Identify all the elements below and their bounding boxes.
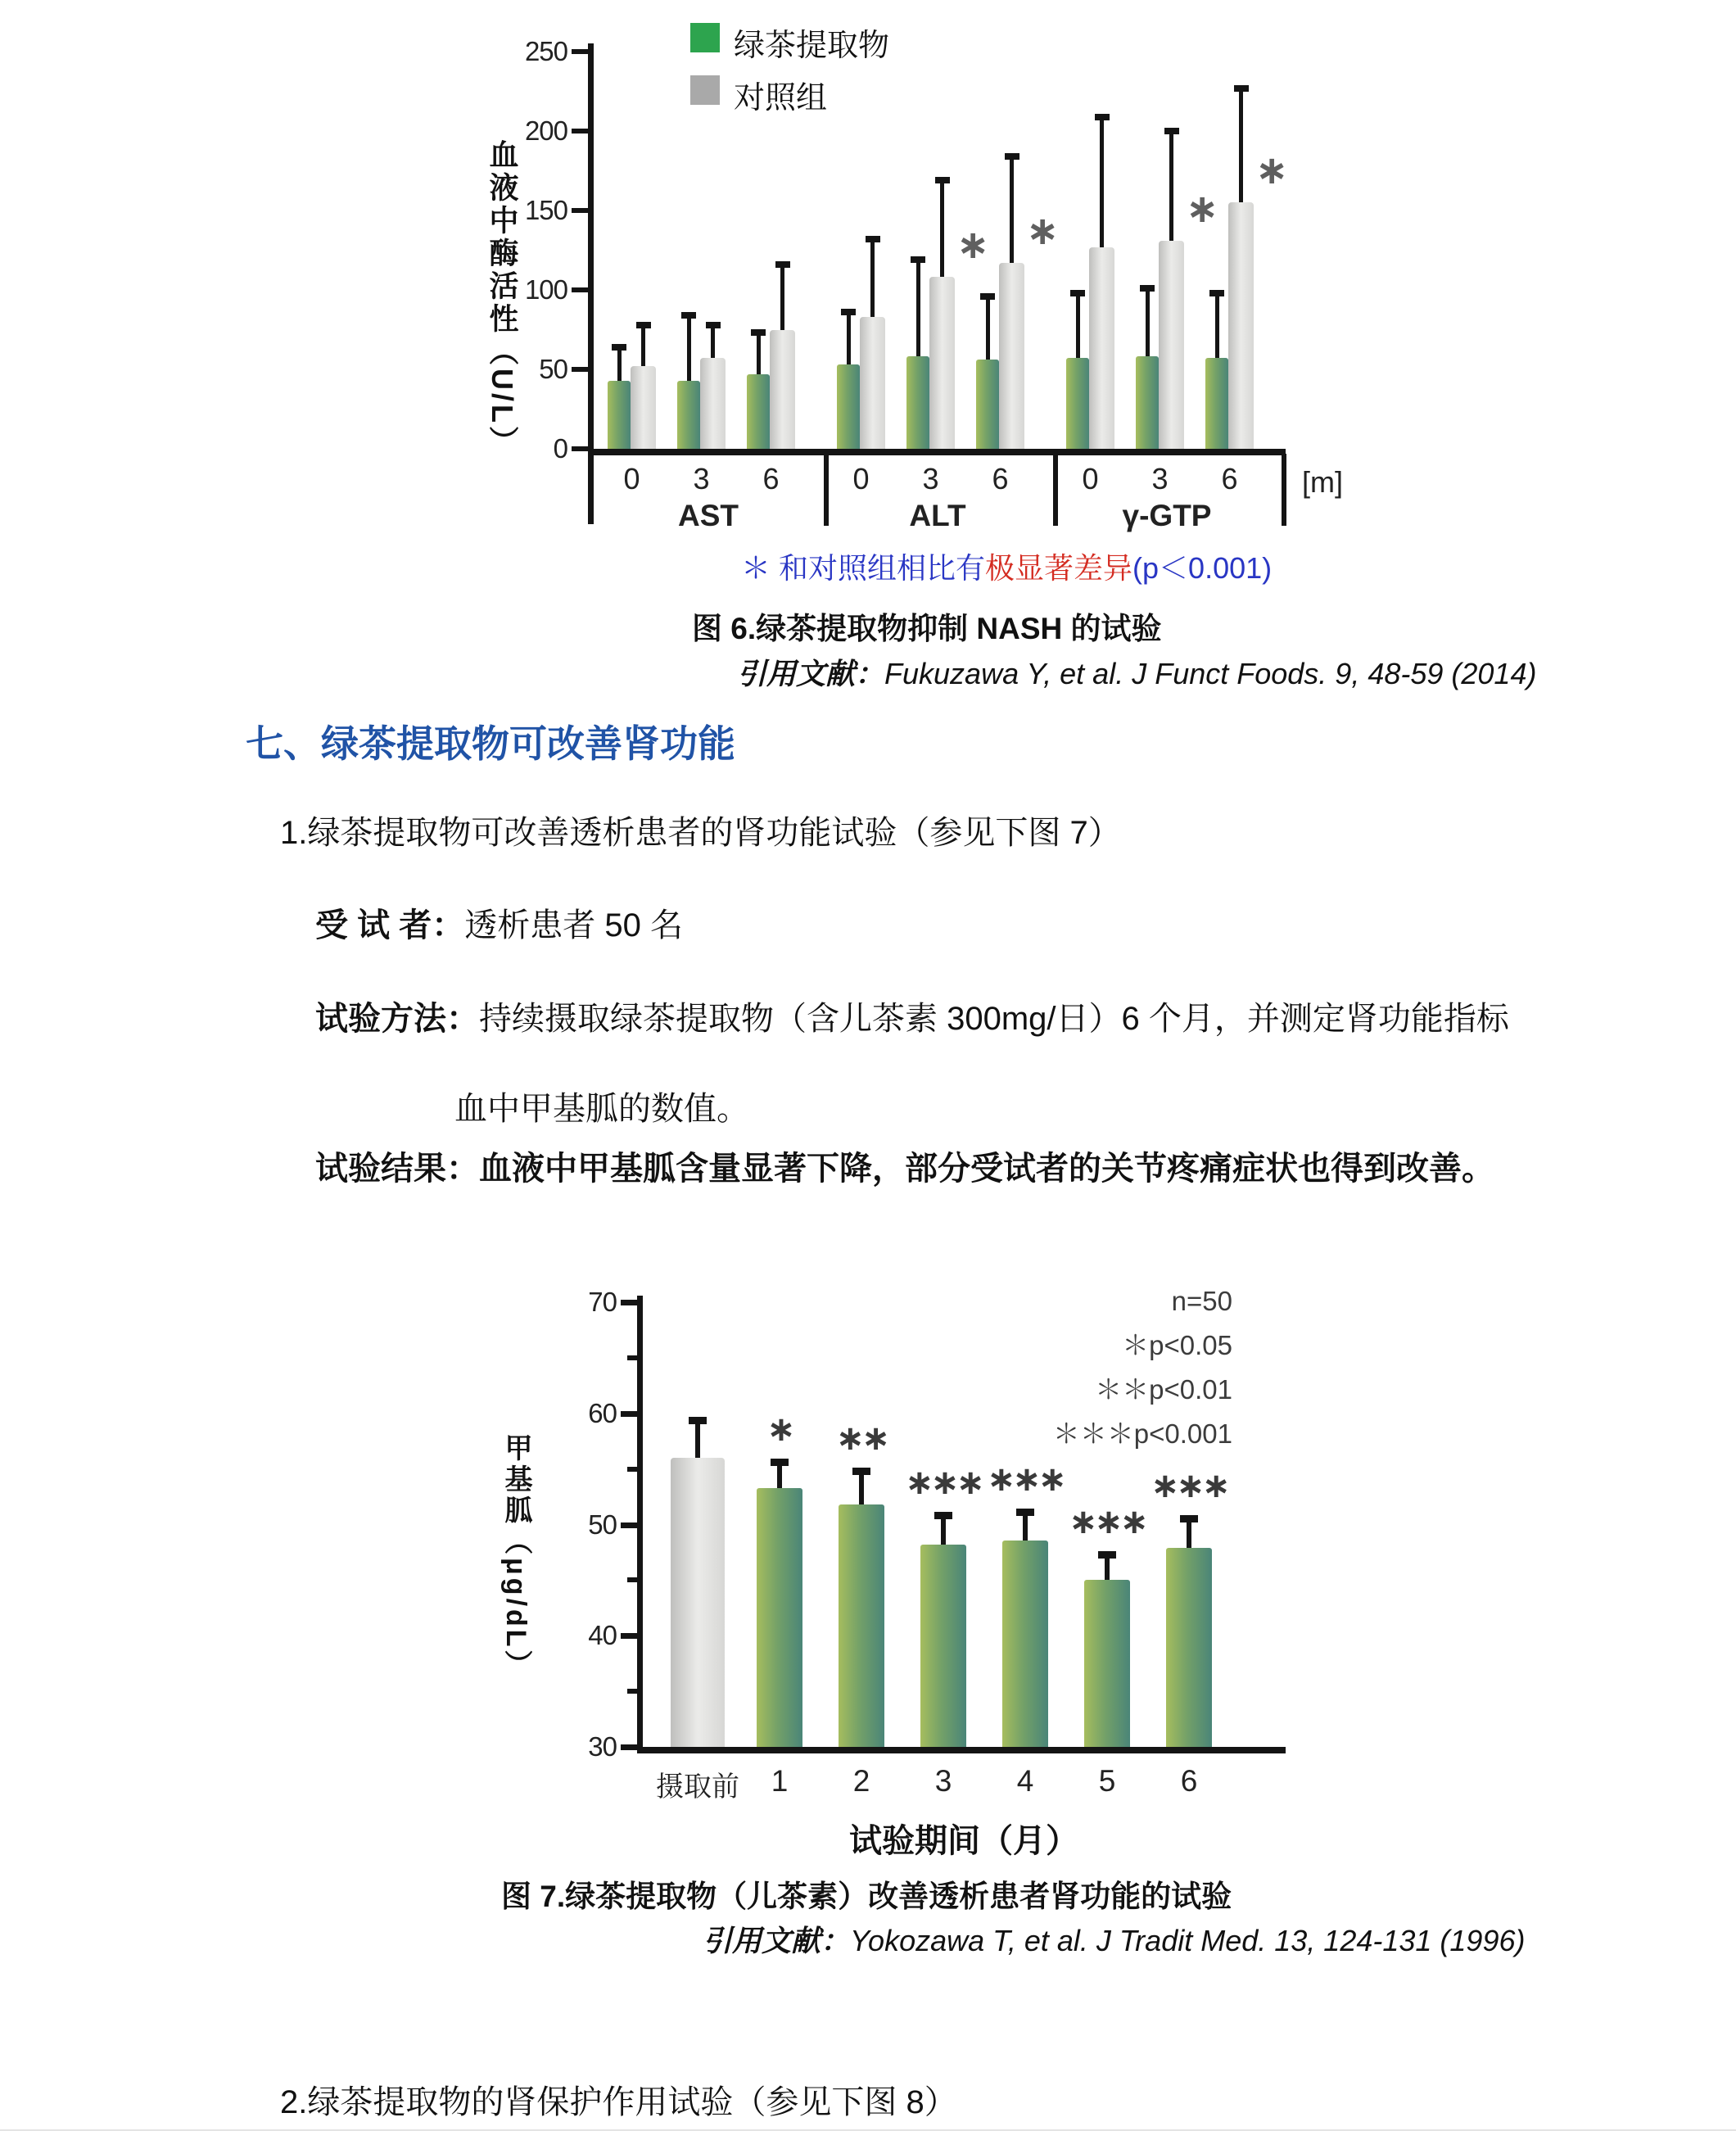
figure6-footnote xyxy=(741,545,1272,587)
error-bar-cap xyxy=(636,322,651,328)
error-bar xyxy=(1239,87,1243,215)
error-bar-cap xyxy=(1164,128,1179,134)
x-tick-label: 3 xyxy=(934,1764,952,1798)
citation-text: Fukuzawa Y, et al. J Funct Foods. 9, 48-59 (2014) xyxy=(884,657,1537,690)
annotation-3: ＊＊＊p<0.001 xyxy=(1052,1418,1232,1449)
y-tick-label: 100 xyxy=(524,274,567,305)
x-axis-title: 试验期间（月） xyxy=(849,1823,1078,1859)
x-group-label: AST xyxy=(678,499,739,532)
y-tick xyxy=(621,1633,637,1639)
legend-label: 绿茶提取物 xyxy=(734,29,890,63)
y-tick-label: 250 xyxy=(524,36,567,66)
figure6-chart xyxy=(459,16,1392,565)
y-tick xyxy=(572,287,588,292)
annotation-2: ＊＊p<0.01 xyxy=(1095,1374,1232,1405)
subjects-line xyxy=(315,899,683,946)
significance-marker: ∗ xyxy=(1255,149,1289,193)
y-axis-title: 血液中酶活性（U/L） xyxy=(486,139,519,459)
bar-对照组-γ-GTP-0 xyxy=(1089,247,1114,449)
error-bar-cap xyxy=(751,329,766,336)
error-bar-cap xyxy=(1016,1509,1034,1516)
group-separator xyxy=(1053,454,1058,526)
bar-4 xyxy=(1002,1541,1048,1747)
error-bar-cap xyxy=(1234,85,1249,92)
y-axis-line xyxy=(637,1296,643,1750)
x-tick-label: 3 xyxy=(693,462,710,495)
error-bar-cap xyxy=(935,177,950,183)
group-separator xyxy=(824,454,829,526)
figure7-caption: 图 7.绿茶提取物（儿茶素）改善透析患者肾功能的试验 xyxy=(501,1880,1232,1913)
error-bar-cap xyxy=(866,236,880,242)
error-bar-cap xyxy=(911,256,925,263)
significance-marker: ∗∗∗ xyxy=(905,1463,982,1502)
y-minor-tick xyxy=(627,1355,637,1360)
bar-绿茶提取物-AST-0 xyxy=(608,381,631,449)
method-line-2: 血中甲基胍的数值。 xyxy=(454,1091,749,1127)
y-tick xyxy=(572,446,588,451)
method-line xyxy=(315,993,1509,1039)
bar-1 xyxy=(757,1488,802,1747)
significance-marker: ∗∗∗ xyxy=(1151,1466,1227,1505)
figure7-chart xyxy=(459,1278,1359,1867)
error-bar xyxy=(916,258,920,368)
error-bar xyxy=(1010,155,1014,274)
method-label: 试验方法： xyxy=(315,1001,479,1037)
x-tick-label: 6 xyxy=(1180,1764,1198,1798)
error-bar-cap xyxy=(706,322,721,328)
bar-绿茶提取物-AST-3 xyxy=(677,381,700,449)
y-tick xyxy=(572,49,588,54)
y-tick-label: 30 xyxy=(588,1731,617,1762)
error-bar-cap xyxy=(1070,290,1085,296)
error-bar xyxy=(870,238,875,328)
result-line xyxy=(315,1142,1494,1189)
x-tick-label: 3 xyxy=(1151,462,1169,495)
y-tick-label: 70 xyxy=(588,1287,617,1317)
significance-star: ＊ xyxy=(741,551,780,585)
x-axis-line xyxy=(637,1747,1286,1753)
x-tick-label: 6 xyxy=(1221,462,1238,495)
y-tick xyxy=(621,1300,637,1305)
figure6-caption: 图 6.绿茶提取物抑制 NASH 的试验 xyxy=(692,612,1162,645)
subjects-value: 透析患者 50 名 xyxy=(464,907,683,943)
bar-6 xyxy=(1166,1548,1212,1747)
section-heading: 七、绿茶提取物可改善肾功能 xyxy=(246,722,735,765)
result-value: 血液中甲基胍含量显著下降，部分受试者的关节疼痛症状也得到改善。 xyxy=(479,1151,1494,1187)
bar-对照组-AST-3 xyxy=(700,358,726,449)
y-tick-label: 60 xyxy=(588,1397,617,1428)
y-tick xyxy=(572,367,588,372)
y-tick-label: 50 xyxy=(588,1509,617,1540)
y-tick-label: 0 xyxy=(553,433,567,464)
error-bar-cap xyxy=(771,1459,789,1466)
bar-3 xyxy=(920,1545,966,1747)
significance-marker: ∗ xyxy=(1026,210,1060,254)
significance-marker: ∗∗∗ xyxy=(1069,1501,1146,1541)
error-bar-cap xyxy=(1209,290,1224,296)
error-bar-cap xyxy=(1140,285,1155,292)
y-minor-tick xyxy=(627,1689,637,1694)
bar-5 xyxy=(1084,1580,1130,1747)
error-bar xyxy=(1169,129,1173,252)
x-axis-line xyxy=(588,449,1286,455)
error-bar xyxy=(940,179,944,288)
footnote-prefix: 和对照组相比有 xyxy=(779,551,986,585)
error-bar-cap xyxy=(1005,153,1019,160)
significance-marker: ∗∗ xyxy=(835,1418,888,1457)
bar-绿茶提取物-ALT-0 xyxy=(837,364,860,449)
x-tick-label: 0 xyxy=(852,462,870,495)
y-tick-label: 200 xyxy=(524,115,567,146)
x-tick-label: 1 xyxy=(771,1764,789,1798)
error-bar-cap xyxy=(1180,1515,1198,1522)
bar-绿茶提取物-γ-GTP-6 xyxy=(1205,358,1228,449)
significance-marker: ∗ xyxy=(956,224,990,268)
error-bar xyxy=(1100,115,1104,259)
x-tick-label: 4 xyxy=(1016,1764,1034,1798)
footnote-highlight: 极显著差异 xyxy=(985,551,1133,585)
x-group-label: γ-GTP xyxy=(1122,499,1212,532)
x-tick-label: 0 xyxy=(1082,462,1099,495)
y-tick xyxy=(572,129,588,133)
x-tick-label: 0 xyxy=(623,462,640,495)
bar-摄取前 xyxy=(671,1458,725,1747)
y-tick-label: 40 xyxy=(588,1620,617,1651)
y-minor-tick xyxy=(627,1467,637,1472)
error-bar-cap xyxy=(612,344,626,351)
error-bar-cap xyxy=(681,312,696,319)
citation-text: Yokozawa T, et al. J Tradit Med. 13, 124-131 (1996) xyxy=(850,1924,1526,1957)
x-tick-label: 6 xyxy=(762,462,780,495)
significance-marker: ∗∗∗ xyxy=(987,1459,1064,1499)
annotation-0: n=50 xyxy=(1171,1286,1232,1316)
error-bar-cap xyxy=(852,1468,870,1475)
bar-对照组-AST-0 xyxy=(631,366,656,449)
error-bar-cap xyxy=(980,293,995,300)
x-tick-label: 6 xyxy=(992,462,1009,495)
error-bar-cap xyxy=(934,1512,952,1519)
result-label: 试验结果： xyxy=(315,1151,479,1187)
bar-对照组-γ-GTP-6 xyxy=(1228,202,1254,449)
legend-label: 对照组 xyxy=(734,81,828,115)
citation-label: 引用文献： xyxy=(703,1924,851,1957)
y-tick-label: 50 xyxy=(539,354,567,384)
annotation-1: ＊p<0.05 xyxy=(1122,1330,1232,1360)
bar-对照组-ALT-0 xyxy=(860,317,885,449)
x-tick-label: 摄取前 xyxy=(656,1771,739,1803)
figure6-citation xyxy=(737,651,1536,693)
y-minor-tick xyxy=(627,1577,637,1582)
y-tick xyxy=(621,1522,637,1528)
error-bar-cap xyxy=(1095,114,1110,120)
x-tick-label: 2 xyxy=(852,1764,870,1798)
bar-对照组-γ-GTP-3 xyxy=(1159,241,1184,449)
bar-对照组-ALT-3 xyxy=(929,277,955,449)
significance-marker: ∗ xyxy=(1186,187,1219,231)
bar-绿茶提取物-γ-GTP-3 xyxy=(1136,356,1159,449)
citation-label: 引用文献： xyxy=(737,657,885,690)
error-bar-cap xyxy=(775,261,790,268)
bar-绿茶提取物-γ-GTP-0 xyxy=(1066,358,1089,449)
x-group-label: ALT xyxy=(909,499,966,532)
legend-swatch-gray xyxy=(690,75,720,105)
error-bar-cap xyxy=(1098,1551,1116,1559)
group-separator xyxy=(1282,454,1286,526)
x-unit-label: [m] xyxy=(1302,465,1343,499)
subjects-label: 受 试 者： xyxy=(315,907,465,943)
y-axis-title: 甲基胍（μg/dL） xyxy=(500,1433,531,1681)
footnote-suffix: (p＜0.001) xyxy=(1132,551,1273,585)
bar-绿茶提取物-AST-6 xyxy=(747,374,770,449)
item-2: 2.绿茶提取物的肾保护作用试验（参见下图 8） xyxy=(280,2084,957,2120)
error-bar-cap xyxy=(841,309,856,315)
item-1: 1.绿茶提取物可改善透析患者的肾功能试验（参见下图 7） xyxy=(280,815,1121,851)
figure7-citation xyxy=(703,1918,1525,1960)
legend-swatch-green xyxy=(690,23,720,52)
bar-绿茶提取物-ALT-6 xyxy=(976,360,999,449)
x-tick-label: 5 xyxy=(1098,1764,1116,1798)
error-bar-cap xyxy=(689,1417,707,1424)
bar-2 xyxy=(839,1504,884,1747)
y-tick-label: 150 xyxy=(524,195,567,225)
significance-marker: ∗ xyxy=(766,1409,793,1449)
y-tick xyxy=(621,1744,637,1750)
method-value: 持续摄取绿茶提取物（含儿茶素 300mg/日）6 个月，并测定肾功能指标 xyxy=(479,1001,1509,1037)
bar-对照组-ALT-6 xyxy=(999,263,1024,449)
x-tick-label: 3 xyxy=(922,462,939,495)
y-tick xyxy=(621,1411,637,1417)
bar-绿茶提取物-ALT-3 xyxy=(906,356,929,449)
bar-对照组-AST-6 xyxy=(770,330,795,450)
y-tick xyxy=(572,208,588,213)
